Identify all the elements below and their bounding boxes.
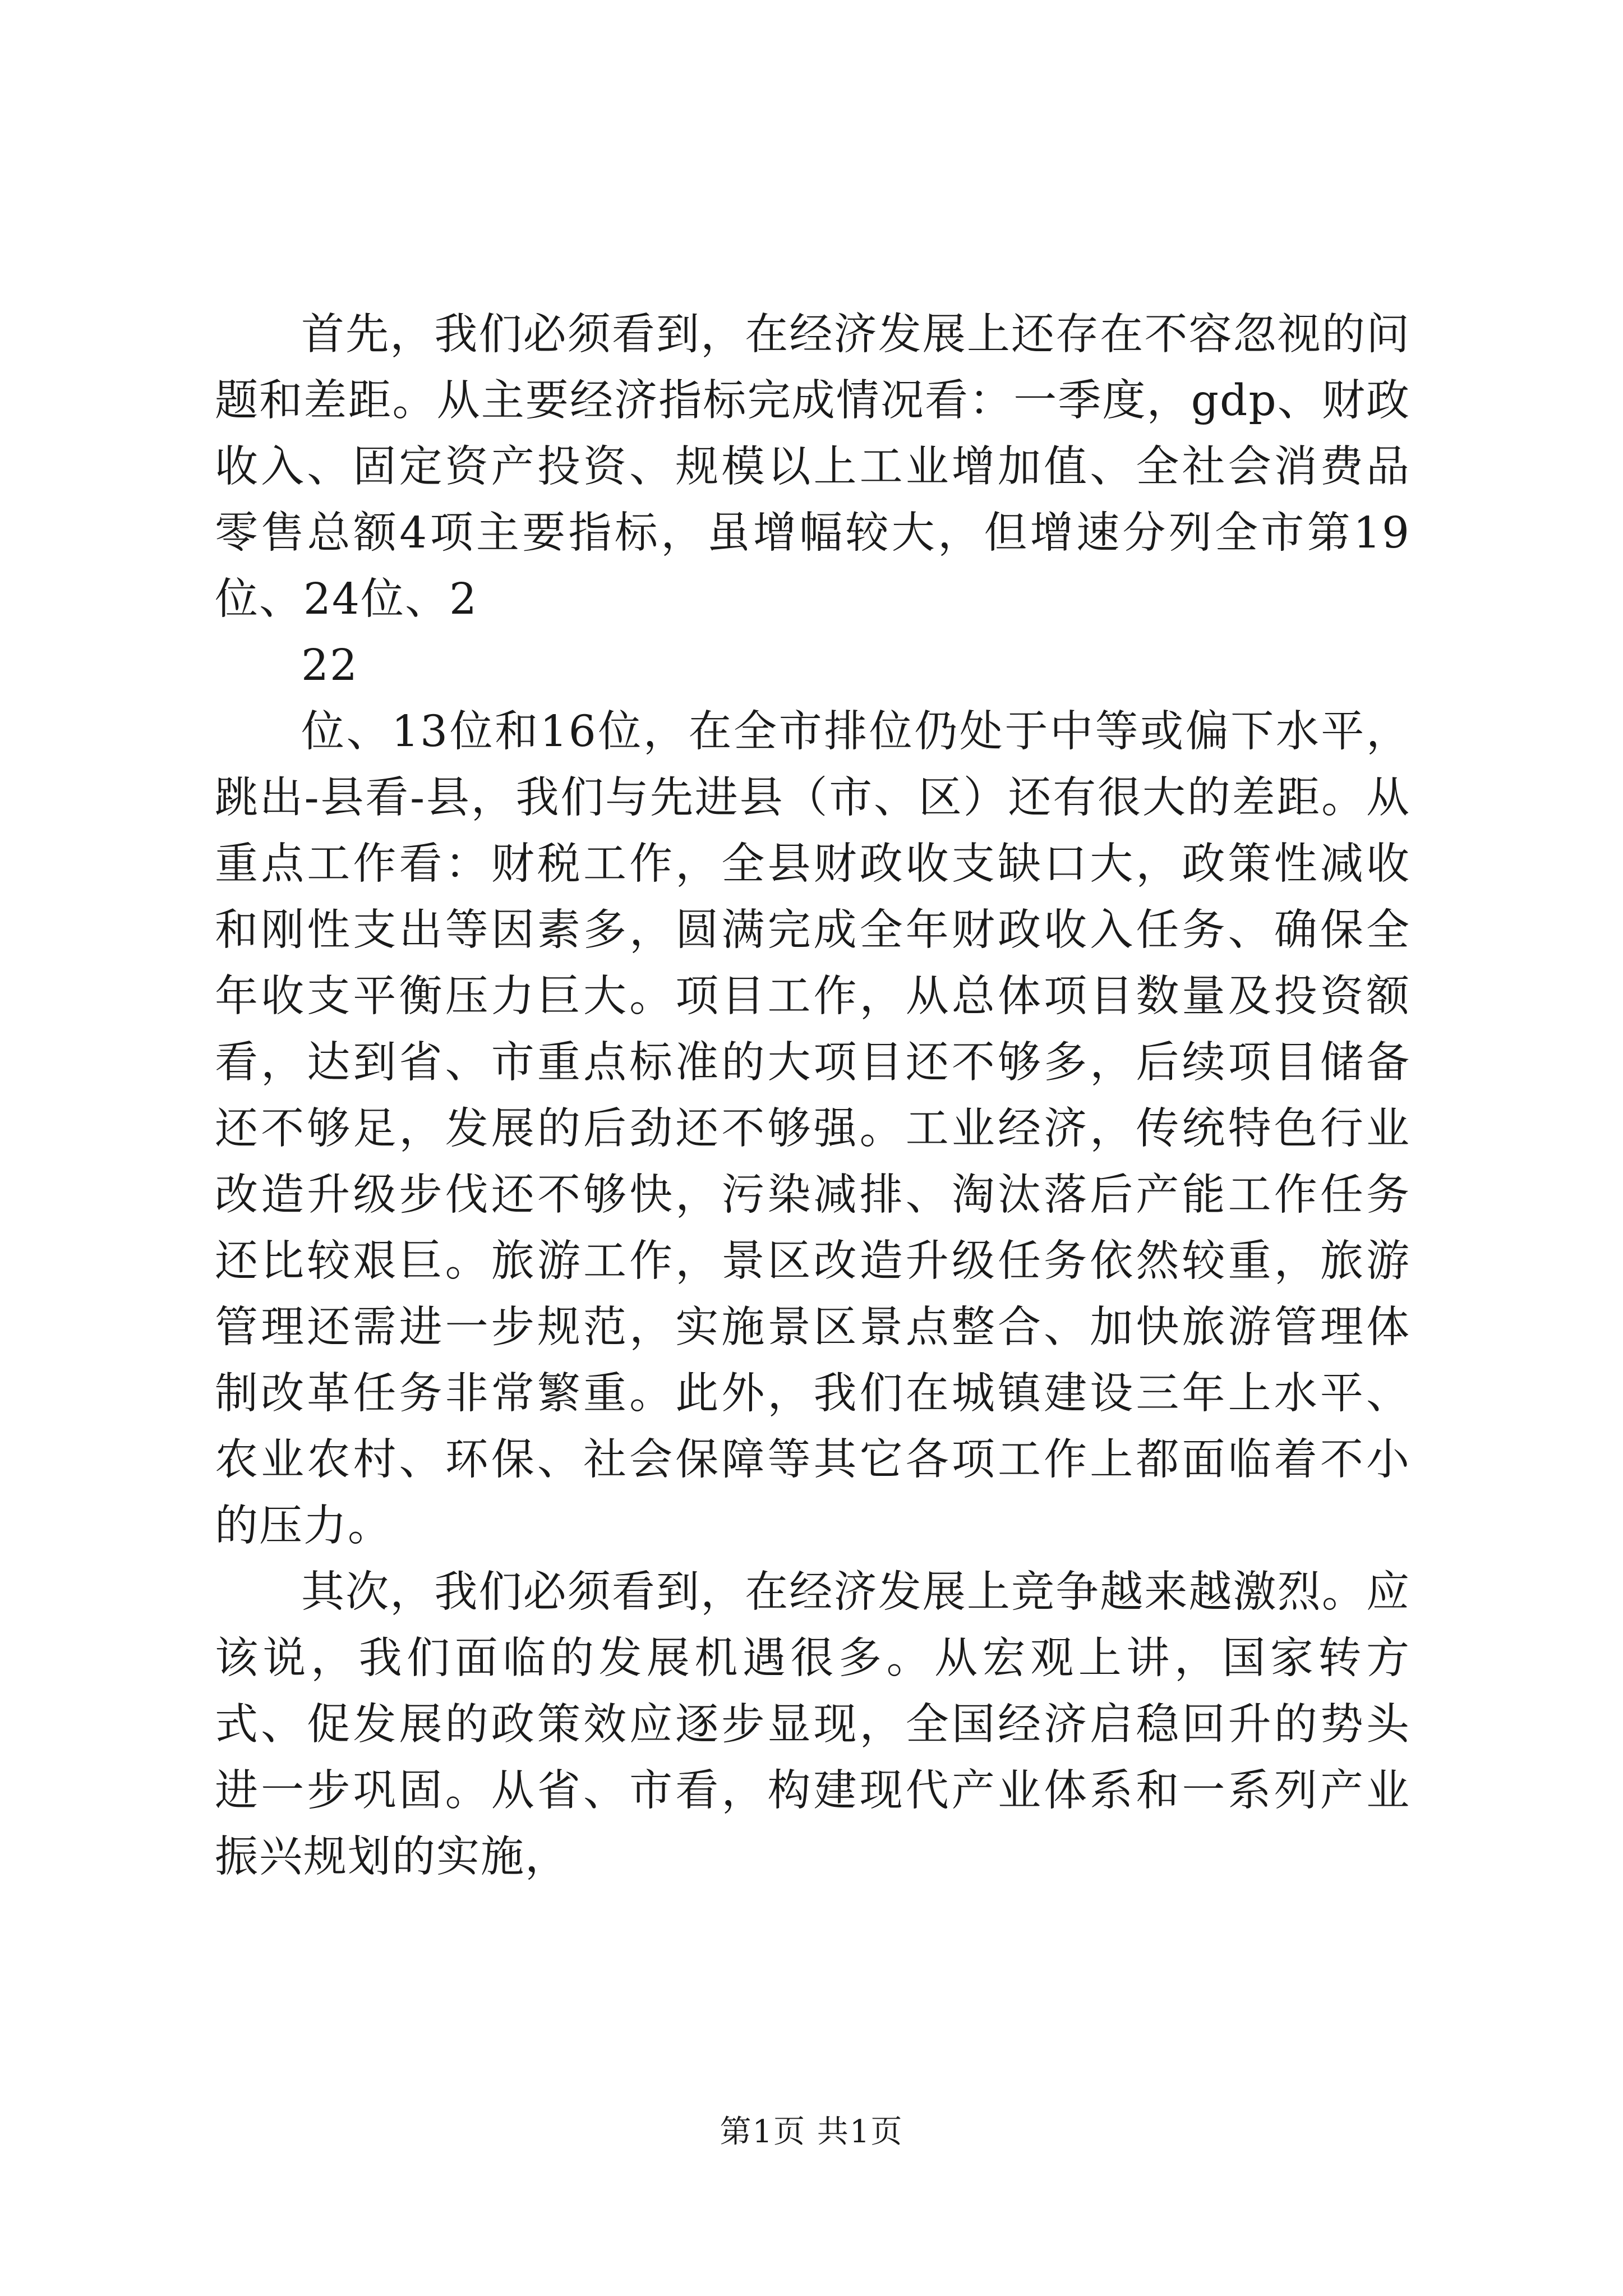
page-footer: 第1页 共1页 [720, 2114, 903, 2150]
paragraph-4: 其次，我们必须看到，在经济发展上竞争越来越激烈。应该说，我们面临的发展机遇很多。从宏观上讲，国家转方式、促发展的政策效应逐步显现，全国经济启稳回升的势头进一步巩固。从省、市看，构建现代产业体系和一系列产业振兴规划的实施， [215, 1567, 1410, 1882]
document-body [215, 302, 1410, 1890]
paragraph-1: 首先，我们必须看到，在经济发展上还存在不容忽视的问题和差距。从主要经济指标完成情况看：一季度，gdp、财政收入、固定资产投资、规模以上工业增加值、全社会消费品零售总额4项主要指标，虽增幅较大，但增速分列全市第19位、24位、2 [215, 310, 1410, 624]
paragraph-2: 22 [301, 641, 358, 691]
paragraph-3: 位、13位和16位，在全市排位仍处于中等或偏下水平，跳出-县看-县，我们与先进县（市、区）还有很大的差距。从重点工作看：财税工作，全县财政收支缺口大，政策性减收和刚性支出等因素多，圆满完成全年财政收入任务、确保全年收支平衡压力巨大。项目工作，从总体项目数量及投资额看，达到省、市重点标准的大项目还不够多，后续项目储备还不够足，发展的后劲还不够强。工业经济，传统特色行业改造升级步伐还不够快，污染减排、淘汰落后产能工作任务还比较艰巨。旅游工作，景区改造升级任务依然较重，旅游管理还需进一步规范，实施景区景点整合、加快旅游管理体制改革任务非常繁重。此外，我们在城镇建设三年上水平、农业农村、环保、社会保障等其它各项工作上都面临着不小的压力。 [215, 707, 1410, 1551]
